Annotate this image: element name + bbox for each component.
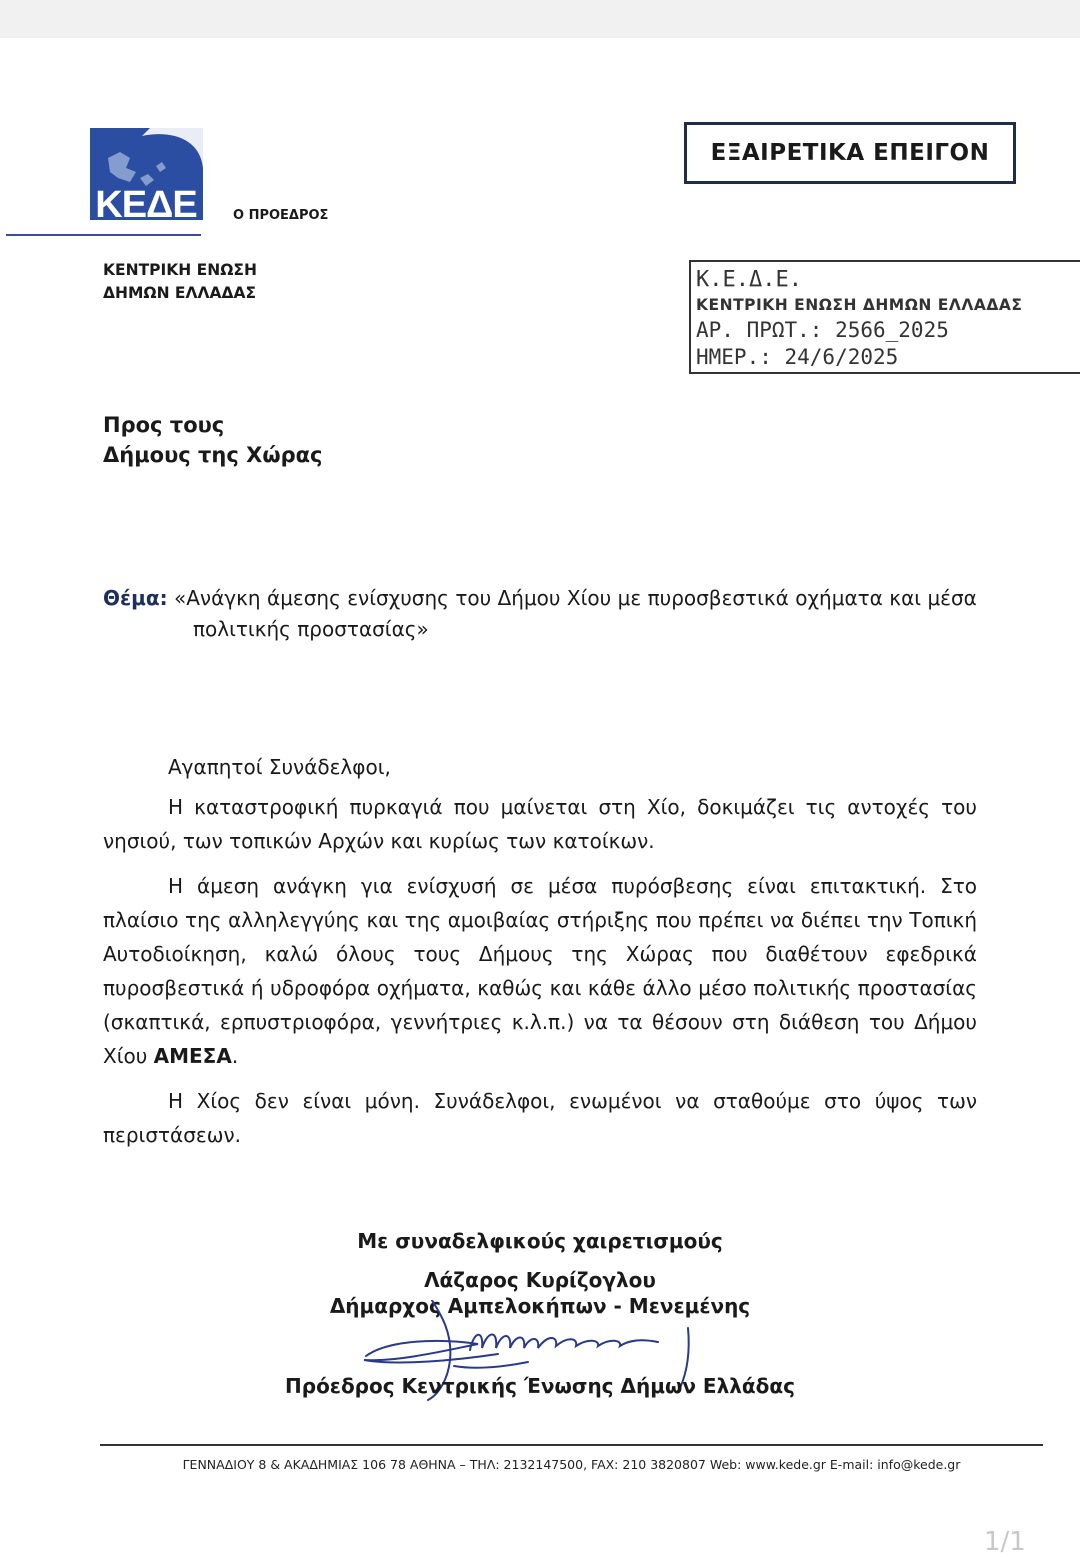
page-indicator: 1/1 xyxy=(984,1527,1026,1557)
subject-word: του xyxy=(455,586,492,610)
subject-word: με xyxy=(617,586,642,610)
paragraph-1: Η καταστροφική πυρκαγιά που μαίνεται στη Χίο, δοκιμάζει τις αντοχές του νησιού, των τοπικών Αρχών και κυρίως των κατοίκων. xyxy=(103,795,977,853)
org-line-1: ΚΕΝΤΡΙΚΗ ΕΝΩΣΗ xyxy=(103,261,257,279)
paragraph-2 xyxy=(103,869,977,1073)
subject-word: Δήμου xyxy=(497,586,561,610)
subject-word: άμεσης xyxy=(267,586,341,610)
subject-word: ενίσχυσης xyxy=(347,586,449,610)
subject-word: και xyxy=(889,586,922,610)
paragraph-2-emphasis: ΑΜΕΣΑ xyxy=(153,1044,232,1068)
subject-line-2: πολιτικής προστασίας» xyxy=(193,617,429,641)
letter-body xyxy=(103,750,977,1163)
signatory-name: Λάζαρος Κυρίζογλου xyxy=(424,1268,656,1292)
subject-word: οχήματα xyxy=(795,586,883,610)
stamp-line-1: Κ.Ε.Δ.Ε. xyxy=(696,267,802,292)
organization-name xyxy=(103,259,257,305)
logo-underline xyxy=(6,234,201,236)
subject-word: «Ανάγκη xyxy=(174,586,261,610)
org-line-2: ΔΗΜΩΝ ΕΛΛΑΔΑΣ xyxy=(103,284,257,302)
closing-greeting: Με συναδελφικούς χαιρετισμούς xyxy=(357,1229,723,1253)
subject-word: Χίου xyxy=(566,586,612,610)
paragraph-3: Η Χίος δεν είναι μόνη. Συνάδελφοι, ενωμένοι να σταθούμε στο ύψος των περιστάσεων. xyxy=(103,1089,977,1147)
subject-line-1 xyxy=(103,583,977,614)
signatory-title-2: Πρόεδρος Κεντρικής Ένωσης Δήμων Ελλάδας xyxy=(285,1374,795,1398)
recipient-line-1: Προς τους xyxy=(103,413,225,437)
stamp-protocol-number: ΑΡ. ΠΡΩΤ.: 2566_2025 xyxy=(696,318,949,342)
footer-divider xyxy=(100,1444,1043,1446)
urgent-box xyxy=(684,122,1016,184)
svg-text:ΚΕΔΕ: ΚΕΔΕ xyxy=(95,184,197,220)
recipient-line-2: Δήμους της Χώρας xyxy=(103,443,323,467)
stamp-date: ΗΜΕΡ.: 24/6/2025 xyxy=(696,345,899,369)
signatory-title-1: Δήμαρχος Αμπελοκήπων - Μενεμένης xyxy=(329,1294,751,1318)
footer-address: ΓΕΝΝΑΔΙΟΥ 8 & ΑΚΑΔΗΜΙΑΣ 106 78 ΑΘΗΝΑ – ΤΗΛ: 2132147500, FAX: 210 3820807 Web: www.kede.gr E-mail: info@kede.gr xyxy=(182,1457,961,1472)
paragraph-2-text: Η άμεση ανάγκη για ενίσχυσή σε μέσα πυρόσβεσης είναι επιτακτική. Στο πλαίσιο της αλληλεγγύης και της αμοιβαίας στήριξης που πρέπει να διέπει την Τοπική Αυτοδιοίκηση, καλώ όλους τους Δήμους της Χώρας που διαθέτουν εφεδρικά πυροσβεστικά ή υδροφόρα οχήματα, καθώς και κάθε άλλο μέσο πολιτικής προστασίας (σκαπτικά, ερπυστριοφόρα, γεννήτριες κ.λ.π.) να τα θέσουν στη διάθεση του Δήμου Χίου xyxy=(103,874,977,1068)
kede-logo xyxy=(90,128,203,220)
paragraph-2-end: . xyxy=(231,1044,239,1068)
president-label: Ο ΠΡΟΕΔΡΟΣ xyxy=(233,208,329,223)
stamp-line-2: ΚΕΝΤΡΙΚΗ ΕΝΩΣΗ ΔΗΜΩΝ ΕΛΛΑΔΑΣ xyxy=(696,296,1023,314)
viewer-top-bar xyxy=(0,0,1080,38)
subject-word: πυροσβεστικά xyxy=(647,586,789,610)
recipient-block xyxy=(103,410,323,470)
subject-block xyxy=(103,583,977,645)
urgent-label: ΕΞΑΙΡΕΤΙΚΑ ΕΠΕΙΓΟΝ xyxy=(710,140,990,166)
letter-greeting: Αγαπητοί Συνάδελφοι, xyxy=(168,755,391,779)
subject-label: Θέμα: xyxy=(103,586,168,610)
subject-word: μέσα xyxy=(927,586,977,610)
protocol-stamp xyxy=(689,260,1080,374)
